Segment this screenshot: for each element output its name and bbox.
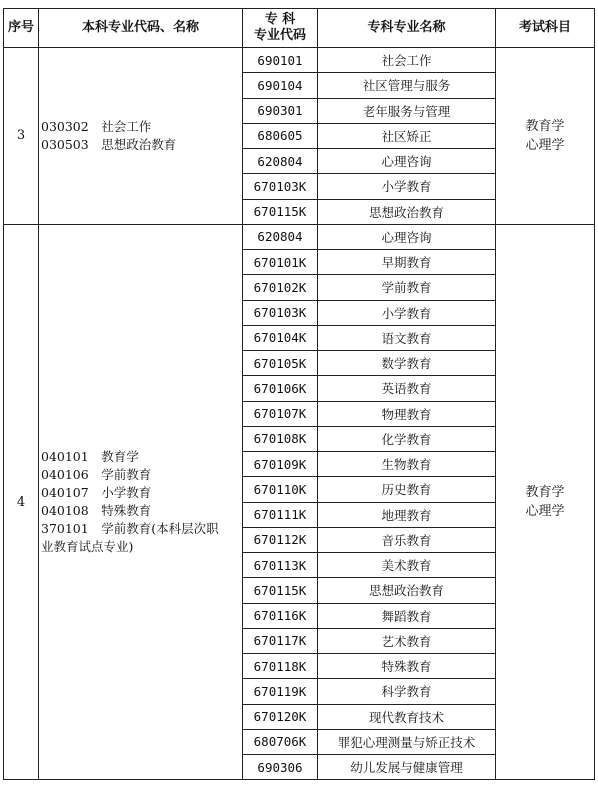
undergrad-major-line: 040106 学前教育 bbox=[41, 467, 152, 482]
junior-name-cell: 社区管理与服务 bbox=[318, 73, 496, 98]
header-junior-code-line1: 专 科 bbox=[264, 12, 296, 27]
junior-code-cell: 690301 bbox=[243, 98, 318, 123]
junior-code-cell: 670118K bbox=[243, 654, 318, 679]
junior-code-cell: 670110K bbox=[243, 477, 318, 502]
junior-code-cell: 680605 bbox=[243, 123, 318, 148]
table-row bbox=[4, 224, 595, 249]
junior-name-cell: 化学教育 bbox=[318, 426, 496, 451]
junior-name-cell: 音乐教育 bbox=[318, 527, 496, 552]
undergrad-majors-cell bbox=[39, 48, 243, 225]
exam-subject-line: 心理学 bbox=[525, 504, 565, 519]
junior-name-cell: 语文教育 bbox=[318, 325, 496, 350]
major-mapping-table bbox=[3, 8, 595, 780]
seq-cell: 4 bbox=[4, 224, 39, 780]
junior-code-cell: 670106K bbox=[243, 376, 318, 401]
junior-name-cell: 数学教育 bbox=[318, 351, 496, 376]
junior-name-cell: 特殊教育 bbox=[318, 654, 496, 679]
junior-code-cell: 670103K bbox=[243, 174, 318, 199]
junior-code-cell: 670112K bbox=[243, 527, 318, 552]
junior-name-cell: 老年服务与管理 bbox=[318, 98, 496, 123]
undergrad-major-line: 030503 思想政治教育 bbox=[41, 136, 177, 152]
junior-name-cell: 社区矫正 bbox=[318, 123, 496, 148]
junior-name-cell: 美术教育 bbox=[318, 553, 496, 578]
header-junior-code-line2: 专业代码 bbox=[253, 28, 306, 43]
junior-code-cell: 670119K bbox=[243, 679, 318, 704]
junior-code-cell: 670104K bbox=[243, 325, 318, 350]
undergrad-major-line: 040108 特殊教育 bbox=[41, 503, 152, 518]
junior-code-cell: 690101 bbox=[243, 48, 318, 73]
exam-subject-line: 教育学 bbox=[525, 485, 565, 500]
exam-subjects-cell bbox=[496, 224, 595, 780]
junior-name-cell: 思想政治教育 bbox=[318, 199, 496, 224]
undergrad-majors-cell bbox=[39, 224, 243, 780]
undergrad-major-line: 040107 小学教育 bbox=[41, 485, 152, 500]
undergrad-major-line: 040101 教育学 bbox=[41, 449, 139, 464]
junior-code-cell: 690104 bbox=[243, 73, 318, 98]
junior-name-cell: 小学教育 bbox=[318, 300, 496, 325]
junior-code-cell: 670115K bbox=[243, 578, 318, 603]
junior-name-cell: 生物教育 bbox=[318, 452, 496, 477]
undergrad-major-line: 业教育试点专业) bbox=[41, 539, 134, 554]
junior-code-cell: 670117K bbox=[243, 628, 318, 653]
junior-name-cell: 心理咨询 bbox=[318, 224, 496, 249]
junior-code-cell: 670103K bbox=[243, 300, 318, 325]
junior-code-cell: 670116K bbox=[243, 603, 318, 628]
junior-code-cell: 670120K bbox=[243, 704, 318, 729]
junior-code-cell: 670109K bbox=[243, 452, 318, 477]
junior-code-cell: 680706K bbox=[243, 729, 318, 754]
junior-name-cell: 罪犯心理测量与矫正技术 bbox=[318, 729, 496, 754]
junior-code-cell: 670102K bbox=[243, 275, 318, 300]
table-row bbox=[4, 48, 595, 73]
junior-code-cell: 620804 bbox=[243, 224, 318, 249]
junior-code-cell: 670111K bbox=[243, 502, 318, 527]
header-junior-name: 专科专业名称 bbox=[318, 9, 496, 48]
header-undergrad: 本科专业代码、名称 bbox=[39, 9, 243, 48]
junior-code-cell: 620804 bbox=[243, 149, 318, 174]
junior-code-cell: 690306 bbox=[243, 755, 318, 780]
junior-name-cell: 早期教育 bbox=[318, 250, 496, 275]
junior-name-cell: 思想政治教育 bbox=[318, 578, 496, 603]
header-row bbox=[4, 9, 595, 48]
header-subjects: 考试科目 bbox=[496, 9, 595, 48]
junior-name-cell: 英语教育 bbox=[318, 376, 496, 401]
junior-name-cell: 舞蹈教育 bbox=[318, 603, 496, 628]
header-junior-code bbox=[243, 9, 318, 48]
junior-name-cell: 科学教育 bbox=[318, 679, 496, 704]
junior-name-cell: 学前教育 bbox=[318, 275, 496, 300]
junior-name-cell: 艺术教育 bbox=[318, 628, 496, 653]
junior-code-cell: 670115K bbox=[243, 199, 318, 224]
junior-name-cell: 小学教育 bbox=[318, 174, 496, 199]
exam-subjects-cell bbox=[496, 48, 595, 225]
junior-name-cell: 地理教育 bbox=[318, 502, 496, 527]
header-seq: 序号 bbox=[4, 9, 39, 48]
junior-name-cell: 幼儿发展与健康管理 bbox=[318, 755, 496, 780]
exam-subject-line: 教育学 bbox=[525, 118, 565, 134]
seq-cell: 3 bbox=[4, 48, 39, 225]
junior-name-cell: 历史教育 bbox=[318, 477, 496, 502]
junior-name-cell: 物理教育 bbox=[318, 401, 496, 426]
undergrad-major-line: 370101 学前教育(本科层次职 bbox=[41, 521, 219, 536]
junior-name-cell: 社会工作 bbox=[318, 48, 496, 73]
junior-code-cell: 670107K bbox=[243, 401, 318, 426]
junior-code-cell: 670101K bbox=[243, 250, 318, 275]
exam-subject-line: 心理学 bbox=[525, 137, 565, 153]
junior-code-cell: 670113K bbox=[243, 553, 318, 578]
junior-name-cell: 现代教育技术 bbox=[318, 704, 496, 729]
junior-code-cell: 670105K bbox=[243, 351, 318, 376]
junior-code-cell: 670108K bbox=[243, 426, 318, 451]
undergrad-major-line: 030302 社会工作 bbox=[41, 118, 152, 134]
junior-name-cell: 心理咨询 bbox=[318, 149, 496, 174]
